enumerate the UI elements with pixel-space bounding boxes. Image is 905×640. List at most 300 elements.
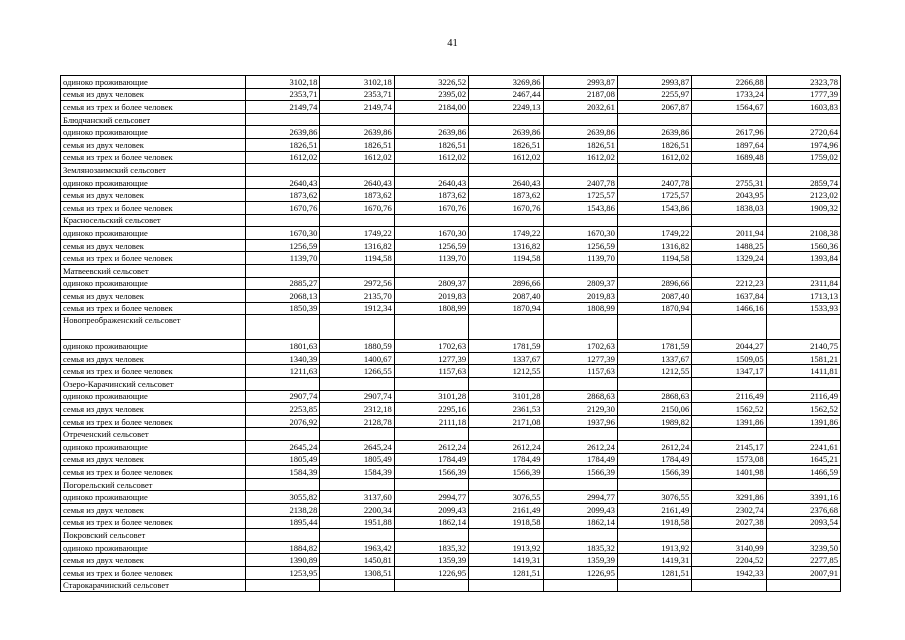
value-cell: 1670,76 [320, 201, 394, 214]
value-cell: 2639,86 [246, 126, 320, 139]
value-cell: 2755,31 [692, 176, 766, 189]
value-cell [766, 164, 840, 177]
value-cell: 1256,59 [246, 239, 320, 252]
value-cell: 2087,40 [617, 290, 691, 303]
value-cell: 1835,32 [543, 541, 617, 554]
value-cell [617, 214, 691, 227]
value-cell: 1912,34 [320, 302, 394, 315]
row-label: семья из трех и более человек [61, 566, 246, 579]
value-cell [320, 529, 394, 542]
value-cell [246, 113, 320, 126]
value-cell: 1612,02 [469, 151, 543, 164]
value-cell: 1612,02 [617, 151, 691, 164]
row-label: одиноко проживающие [61, 340, 246, 353]
value-cell: 1226,95 [543, 566, 617, 579]
value-cell: 2184,00 [394, 101, 468, 114]
row-label: одиноко проживающие [61, 76, 246, 89]
value-cell: 2135,70 [320, 290, 394, 303]
value-cell: 1725,57 [617, 189, 691, 202]
row-label: одиноко проживающие [61, 491, 246, 504]
value-cell [543, 164, 617, 177]
value-cell: 1884,82 [246, 541, 320, 554]
row-label: семья из двух человек [61, 352, 246, 365]
value-cell: 2353,71 [246, 88, 320, 101]
value-cell: 2043,95 [692, 189, 766, 202]
value-cell: 2809,37 [543, 277, 617, 290]
table-row [61, 403, 841, 416]
value-cell: 1562,52 [766, 403, 840, 416]
table-row [61, 365, 841, 378]
value-cell: 1391,86 [766, 415, 840, 428]
value-cell: 1316,82 [469, 239, 543, 252]
value-cell: 1702,63 [543, 340, 617, 353]
value-cell [469, 579, 543, 592]
value-cell: 1951,88 [320, 516, 394, 529]
value-cell: 2639,86 [469, 126, 543, 139]
value-cell: 1808,99 [394, 302, 468, 315]
value-cell [692, 428, 766, 441]
value-cell [394, 428, 468, 441]
value-cell [246, 264, 320, 277]
row-label: одиноко проживающие [61, 227, 246, 240]
value-cell: 1281,51 [469, 566, 543, 579]
value-cell: 1584,39 [320, 466, 394, 479]
value-cell [320, 214, 394, 227]
value-cell: 2994,77 [543, 491, 617, 504]
value-cell: 2145,17 [692, 441, 766, 454]
value-cell: 2868,63 [543, 390, 617, 403]
table-row [61, 566, 841, 579]
table-row [61, 352, 841, 365]
value-cell: 2249,13 [469, 101, 543, 114]
value-cell: 2376,68 [766, 504, 840, 517]
value-cell: 2161,49 [617, 504, 691, 517]
value-cell: 1573,08 [692, 453, 766, 466]
section-row [61, 579, 841, 592]
row-label: семья из двух человек [61, 403, 246, 416]
value-cell: 1612,02 [246, 151, 320, 164]
value-cell: 1873,62 [246, 189, 320, 202]
value-cell [320, 164, 394, 177]
value-cell [320, 378, 394, 391]
value-cell: 1784,49 [543, 453, 617, 466]
value-cell [543, 529, 617, 542]
value-cell: 1391,86 [692, 415, 766, 428]
value-cell [766, 478, 840, 491]
value-cell: 1850,39 [246, 302, 320, 315]
value-cell: 2255,97 [617, 88, 691, 101]
value-cell: 1466,16 [692, 302, 766, 315]
value-cell [469, 264, 543, 277]
row-label: семья из двух человек [61, 138, 246, 151]
value-cell: 2896,66 [469, 277, 543, 290]
value-cell: 1749,22 [469, 227, 543, 240]
value-cell: 1194,58 [320, 252, 394, 265]
value-cell: 1909,32 [766, 201, 840, 214]
value-cell: 1974,96 [766, 138, 840, 151]
table-row [61, 466, 841, 479]
value-cell: 2612,24 [469, 441, 543, 454]
value-cell [692, 214, 766, 227]
value-cell: 1918,58 [469, 516, 543, 529]
value-cell [543, 214, 617, 227]
value-cell [766, 264, 840, 277]
value-cell: 2108,38 [766, 227, 840, 240]
table-row [61, 101, 841, 114]
value-cell [543, 378, 617, 391]
table-row [61, 516, 841, 529]
row-label: семья из двух человек [61, 239, 246, 252]
value-cell [766, 113, 840, 126]
value-cell: 2128,78 [320, 415, 394, 428]
row-label: семья из двух человек [61, 189, 246, 202]
value-cell [394, 378, 468, 391]
section-row [61, 315, 841, 340]
section-title: Отреченский сельсовет [61, 428, 246, 441]
value-cell: 1781,59 [469, 340, 543, 353]
value-cell [320, 315, 394, 340]
value-cell: 1401,98 [692, 466, 766, 479]
value-cell [394, 579, 468, 592]
table-row [61, 554, 841, 567]
value-cell: 2007,91 [766, 566, 840, 579]
value-cell [543, 579, 617, 592]
value-cell: 2019,83 [394, 290, 468, 303]
value-cell: 1781,59 [617, 340, 691, 353]
value-cell: 1702,63 [394, 340, 468, 353]
value-cell: 2087,40 [469, 290, 543, 303]
value-cell: 1838,03 [692, 201, 766, 214]
page-number: 41 [447, 38, 458, 49]
value-cell: 1670,30 [394, 227, 468, 240]
value-cell: 2885,27 [246, 277, 320, 290]
value-cell: 2093,54 [766, 516, 840, 529]
row-label: одиноко проживающие [61, 441, 246, 454]
value-cell: 2011,94 [692, 227, 766, 240]
value-cell: 1566,39 [394, 466, 468, 479]
value-cell [692, 315, 766, 340]
value-cell: 1266,55 [320, 365, 394, 378]
value-cell: 1870,94 [617, 302, 691, 315]
value-cell: 1566,39 [469, 466, 543, 479]
value-cell [543, 428, 617, 441]
table-row [61, 151, 841, 164]
value-cell: 2612,24 [394, 441, 468, 454]
value-cell: 2311,84 [766, 277, 840, 290]
value-cell: 2076,92 [246, 415, 320, 428]
row-label: семья из двух человек [61, 504, 246, 517]
value-cell [394, 264, 468, 277]
row-label: семья из трех и более человек [61, 201, 246, 214]
section-title: Красносельский сельсовет [61, 214, 246, 227]
value-cell: 2907,74 [320, 390, 394, 403]
value-cell: 1942,33 [692, 566, 766, 579]
value-cell: 1826,51 [320, 138, 394, 151]
table-row [61, 176, 841, 189]
value-cell: 3102,18 [320, 76, 394, 89]
value-cell: 1194,58 [469, 252, 543, 265]
value-cell: 2204,52 [692, 554, 766, 567]
value-cell: 1759,02 [766, 151, 840, 164]
value-cell: 2993,87 [543, 76, 617, 89]
value-cell: 1689,48 [692, 151, 766, 164]
value-cell: 2640,43 [394, 176, 468, 189]
value-cell [246, 378, 320, 391]
section-title: Озеро-Карачинский сельсовет [61, 378, 246, 391]
value-cell: 1419,31 [469, 554, 543, 567]
value-cell [692, 113, 766, 126]
value-cell [246, 315, 320, 340]
value-cell [543, 113, 617, 126]
value-cell: 2323,78 [766, 76, 840, 89]
table-row [61, 138, 841, 151]
value-cell: 2312,18 [320, 403, 394, 416]
value-cell [766, 315, 840, 340]
table-row [61, 252, 841, 265]
value-cell: 2161,49 [469, 504, 543, 517]
value-cell: 2027,38 [692, 516, 766, 529]
value-cell [469, 478, 543, 491]
table-row [61, 340, 841, 353]
value-cell: 1873,62 [394, 189, 468, 202]
value-cell: 2467,44 [469, 88, 543, 101]
value-cell: 2140,75 [766, 340, 840, 353]
value-cell [617, 315, 691, 340]
value-cell: 3102,18 [246, 76, 320, 89]
value-cell: 2994,77 [394, 491, 468, 504]
value-cell [246, 478, 320, 491]
value-cell: 2111,18 [394, 415, 468, 428]
value-cell [246, 428, 320, 441]
value-cell: 1419,31 [617, 554, 691, 567]
value-cell [469, 428, 543, 441]
row-label: семья из трех и более человек [61, 365, 246, 378]
value-cell: 1337,67 [469, 352, 543, 365]
value-cell: 2612,24 [543, 441, 617, 454]
value-cell: 1329,24 [692, 252, 766, 265]
value-cell: 2171,08 [469, 415, 543, 428]
value-cell [320, 478, 394, 491]
row-label: одиноко проживающие [61, 176, 246, 189]
value-cell: 1826,51 [394, 138, 468, 151]
value-cell: 1873,62 [469, 189, 543, 202]
value-cell: 2395,02 [394, 88, 468, 101]
value-cell [617, 529, 691, 542]
row-label: одиноко проживающие [61, 390, 246, 403]
value-cell [692, 579, 766, 592]
section-row [61, 264, 841, 277]
value-cell: 1835,32 [394, 541, 468, 554]
value-cell [692, 529, 766, 542]
value-cell [469, 214, 543, 227]
section-title: Покровский сельсовет [61, 529, 246, 542]
value-cell: 2361,53 [469, 403, 543, 416]
value-cell [766, 529, 840, 542]
value-cell: 3226,52 [394, 76, 468, 89]
section-title: Новопреображенский сельсовет [61, 315, 246, 340]
value-cell: 1226,95 [394, 566, 468, 579]
value-cell [469, 378, 543, 391]
section-title: Старокарачинский сельсовет [61, 579, 246, 592]
value-cell [469, 315, 543, 340]
value-cell: 1670,30 [543, 227, 617, 240]
row-label: семья из двух человек [61, 453, 246, 466]
value-cell: 2129,30 [543, 403, 617, 416]
value-cell [766, 214, 840, 227]
row-label: одиноко проживающие [61, 541, 246, 554]
table-row [61, 491, 841, 504]
value-cell: 3055,82 [246, 491, 320, 504]
value-cell: 1670,76 [469, 201, 543, 214]
value-cell: 2149,74 [320, 101, 394, 114]
value-cell: 2099,43 [394, 504, 468, 517]
value-cell: 1937,96 [543, 415, 617, 428]
value-cell: 1509,05 [692, 352, 766, 365]
value-cell: 1411,81 [766, 365, 840, 378]
value-cell: 2612,24 [617, 441, 691, 454]
value-cell: 1277,39 [394, 352, 468, 365]
section-row [61, 164, 841, 177]
table-row [61, 453, 841, 466]
value-cell: 2868,63 [617, 390, 691, 403]
value-cell [543, 315, 617, 340]
value-cell [394, 478, 468, 491]
value-cell: 1725,57 [543, 189, 617, 202]
value-cell: 1603,83 [766, 101, 840, 114]
value-cell: 3291,86 [692, 491, 766, 504]
value-cell: 2138,28 [246, 504, 320, 517]
row-label: семья из трех и более человек [61, 252, 246, 265]
table-row [61, 277, 841, 290]
value-cell: 3137,60 [320, 491, 394, 504]
value-cell: 2639,86 [543, 126, 617, 139]
section-title: Блюдчанский сельсовет [61, 113, 246, 126]
value-cell [617, 164, 691, 177]
value-cell: 3101,28 [394, 390, 468, 403]
value-cell: 1340,39 [246, 352, 320, 365]
section-row [61, 529, 841, 542]
value-cell: 3391,16 [766, 491, 840, 504]
row-label: семья из трех и более человек [61, 302, 246, 315]
value-cell: 1826,51 [617, 138, 691, 151]
value-cell: 1637,84 [692, 290, 766, 303]
value-cell: 2212,23 [692, 277, 766, 290]
table-body [61, 76, 841, 592]
value-cell: 2150,06 [617, 403, 691, 416]
value-cell: 2639,86 [617, 126, 691, 139]
value-cell: 1808,99 [543, 302, 617, 315]
value-cell [394, 529, 468, 542]
value-cell: 2407,78 [543, 176, 617, 189]
value-cell [469, 113, 543, 126]
value-cell: 1918,58 [617, 516, 691, 529]
value-cell: 1566,39 [543, 466, 617, 479]
value-cell: 1749,22 [320, 227, 394, 240]
value-cell [394, 315, 468, 340]
value-cell: 1801,63 [246, 340, 320, 353]
value-cell: 1337,67 [617, 352, 691, 365]
value-cell: 2639,86 [394, 126, 468, 139]
value-cell: 1777,39 [766, 88, 840, 101]
value-cell: 1533,93 [766, 302, 840, 315]
value-cell: 1194,58 [617, 252, 691, 265]
value-cell: 2407,78 [617, 176, 691, 189]
value-cell: 1359,39 [543, 554, 617, 567]
table-row [61, 239, 841, 252]
value-cell [766, 579, 840, 592]
value-cell [617, 264, 691, 277]
value-cell: 1733,24 [692, 88, 766, 101]
value-cell: 1913,92 [469, 541, 543, 554]
value-cell [617, 478, 691, 491]
section-row [61, 478, 841, 491]
value-cell: 2720,64 [766, 126, 840, 139]
value-cell: 1897,64 [692, 138, 766, 151]
value-cell [692, 264, 766, 277]
section-row [61, 214, 841, 227]
value-cell: 3076,55 [469, 491, 543, 504]
value-cell: 1393,84 [766, 252, 840, 265]
value-cell: 1566,39 [617, 466, 691, 479]
value-cell: 1466,59 [766, 466, 840, 479]
value-cell: 1308,51 [320, 566, 394, 579]
value-cell: 1826,51 [543, 138, 617, 151]
value-cell: 1157,63 [394, 365, 468, 378]
value-cell [394, 214, 468, 227]
table-row [61, 441, 841, 454]
value-cell: 2645,24 [246, 441, 320, 454]
value-cell: 1805,49 [246, 453, 320, 466]
value-cell: 1862,14 [543, 516, 617, 529]
value-cell: 2993,87 [617, 76, 691, 89]
value-cell [320, 579, 394, 592]
value-cell: 2123,02 [766, 189, 840, 202]
value-cell: 3140,99 [692, 541, 766, 554]
value-cell: 2302,74 [692, 504, 766, 517]
value-cell: 2640,43 [246, 176, 320, 189]
value-cell: 1989,82 [617, 415, 691, 428]
value-cell: 1784,49 [617, 453, 691, 466]
value-cell: 2640,43 [320, 176, 394, 189]
value-cell: 1390,89 [246, 554, 320, 567]
value-cell: 3239,50 [766, 541, 840, 554]
value-cell: 1612,02 [543, 151, 617, 164]
value-cell: 3269,86 [469, 76, 543, 89]
table-row [61, 88, 841, 101]
row-label: семья из трех и более человек [61, 516, 246, 529]
value-cell [246, 579, 320, 592]
value-cell: 1347,17 [692, 365, 766, 378]
value-cell [469, 529, 543, 542]
value-cell: 1564,67 [692, 101, 766, 114]
value-cell: 1784,49 [394, 453, 468, 466]
row-label: семья из трех и более человек [61, 415, 246, 428]
value-cell: 1543,86 [543, 201, 617, 214]
value-cell: 1256,59 [543, 239, 617, 252]
value-cell: 1277,39 [543, 352, 617, 365]
value-cell [692, 478, 766, 491]
value-cell [766, 378, 840, 391]
value-cell: 2907,74 [246, 390, 320, 403]
value-cell: 2645,24 [320, 441, 394, 454]
value-cell: 1139,70 [246, 252, 320, 265]
table-row [61, 189, 841, 202]
value-cell [766, 428, 840, 441]
value-cell [320, 264, 394, 277]
section-row [61, 428, 841, 441]
value-cell: 1488,25 [692, 239, 766, 252]
value-cell: 2617,96 [692, 126, 766, 139]
